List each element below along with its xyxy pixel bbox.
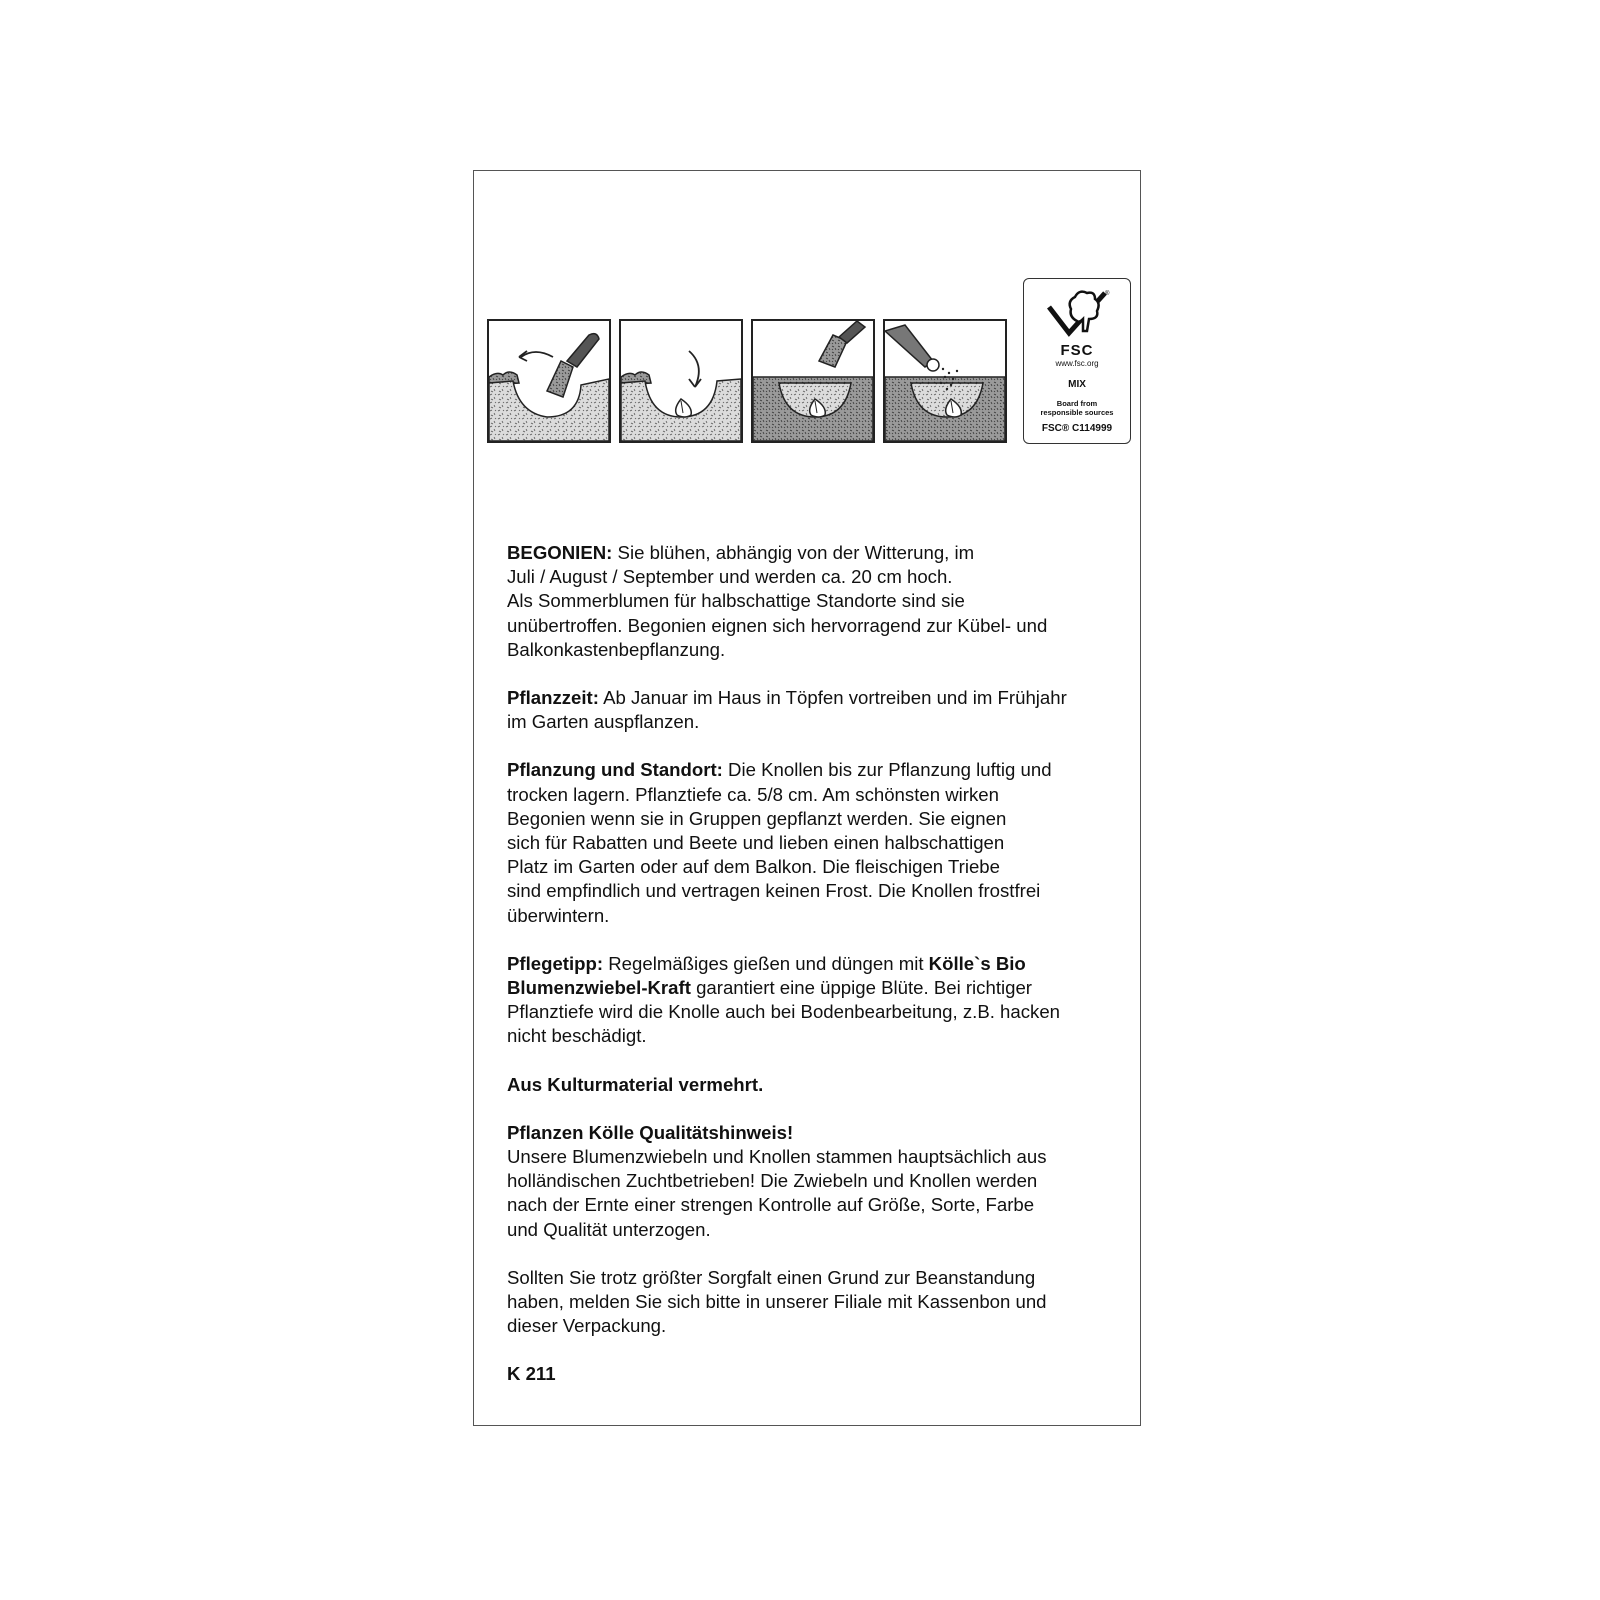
fsc-tree-check-icon (1043, 287, 1111, 343)
fsc-board-line: responsible sources (1040, 408, 1114, 417)
pflanzzeit-paragraph (507, 686, 1127, 734)
standort-text: Die Knollen bis zur Pflanzung luftig und (722, 759, 1052, 781)
fsc-name: FSC (1060, 342, 1094, 359)
text-line: Balkonkastenbepflanzung. (507, 638, 726, 660)
fsc-license-code: FSC® C114999 (1041, 423, 1113, 434)
text-line: überwintern. (507, 904, 610, 926)
text-line: unübertroffen. Begonien eignen sich hervorragend zur Kübel- und (507, 614, 1048, 636)
package-back-panel (473, 170, 1141, 1426)
fsc-logo (1023, 278, 1131, 444)
pflegetipp-label: Pflegetipp: (507, 952, 604, 974)
text-line: trocken lagern. Pflanztiefe ca. 5/8 cm. Am schönsten wirken (507, 783, 999, 805)
code-paragraph (507, 1362, 1127, 1386)
text-line: sich für Rabatten und Beete und lieben einen halbschattigen (507, 832, 1005, 854)
product-description (507, 541, 1127, 1411)
pflegetipp-text: Regelmäßiges gießen und düngen mit (603, 952, 929, 974)
svg-text:®: ® (1105, 291, 1110, 297)
pflanzzeit-label: Pflanzzeit: (507, 687, 599, 709)
text-line: Juli / August / September und werden ca. 20 cm hoch. (507, 566, 953, 588)
pflegetipp-paragraph (507, 952, 1127, 1049)
text-line: Als Sommerblumen für halbschattige Standorte sind sie (507, 590, 965, 612)
step-dig-hole-icon (487, 319, 611, 443)
text-line: Platz im Garten oder auf dem Balkon. Die fleischigen Triebe (507, 856, 1000, 878)
text-line: holländischen Zuchtbetrieben! Die Zwiebeln und Knollen werden (507, 1170, 1038, 1192)
fsc-board-line: Board from (1056, 399, 1098, 408)
quality-title: Pflanzen Kölle Qualitätshinweis! (507, 1121, 794, 1143)
text-line (507, 758, 1127, 782)
kultur-paragraph (507, 1073, 1127, 1097)
text-line (507, 976, 1127, 1000)
standort-label: Pflanzung und Standort: (507, 759, 723, 781)
step-water-icon (883, 319, 1007, 443)
text-line: im Garten auspflanzen. (507, 711, 700, 733)
text-line (507, 952, 1127, 976)
text-line: sind empfindlich und vertragen keinen Frost. Die Knollen frostfrei (507, 880, 1041, 902)
fsc-mix-label: MIX (1068, 379, 1086, 390)
text-line: Unsere Blumenzwiebeln und Knollen stammen hauptsächlich aus (507, 1146, 1047, 1168)
quality-paragraph (507, 1121, 1127, 1242)
text-line: Pflanztiefe wird die Knolle auch bei Bodenbearbeitung, z.B. hacken (507, 1001, 1061, 1023)
fsc-board-text (1024, 399, 1130, 417)
step-cover-soil-icon (751, 319, 875, 443)
pflanzzeit-text: Ab Januar im Haus in Töpfen vortreiben und im Frühjahr (598, 687, 1067, 709)
product-name: Blumenzwiebel-Kraft (507, 977, 691, 999)
intro-paragraph (507, 541, 1127, 662)
standort-paragraph (507, 758, 1127, 927)
intro-label: BEGONIEN: (507, 542, 613, 563)
text-line (507, 541, 1127, 565)
text-line: Begonien wenn sie in Gruppen gepflanzt werden. Sie eignen (507, 807, 1007, 829)
fsc-url: www.fsc.org (1055, 359, 1099, 368)
text-line: Sollten Sie trotz größter Sorgfalt einen Grund zur Beanstandung (507, 1266, 1036, 1288)
text-line: nicht beschädigt. (507, 1025, 647, 1047)
text-line: nach der Ernte einer strengen Kontrolle auf Größe, Sorte, Farbe (507, 1194, 1035, 1216)
product-name: Kölle`s Bio (928, 952, 1026, 974)
text-line (507, 686, 1127, 710)
step-place-bulb-icon (619, 319, 743, 443)
kultur-note: Aus Kulturmaterial vermehrt. (507, 1073, 764, 1095)
article-code: K 211 (507, 1363, 556, 1385)
text-line: dieser Verpackung. (507, 1315, 667, 1337)
pflegetipp-text: garantiert eine üppige Blüte. Bei richtiger (690, 977, 1032, 999)
intro-text: Sie blühen, abhängig von der Witterung, im (612, 542, 975, 563)
text-line: und Qualität unterzogen. (507, 1218, 711, 1240)
text-line: haben, melden Sie sich bitte in unserer Filiale mit Kassenbon und (507, 1291, 1047, 1313)
complaint-paragraph (507, 1266, 1127, 1339)
